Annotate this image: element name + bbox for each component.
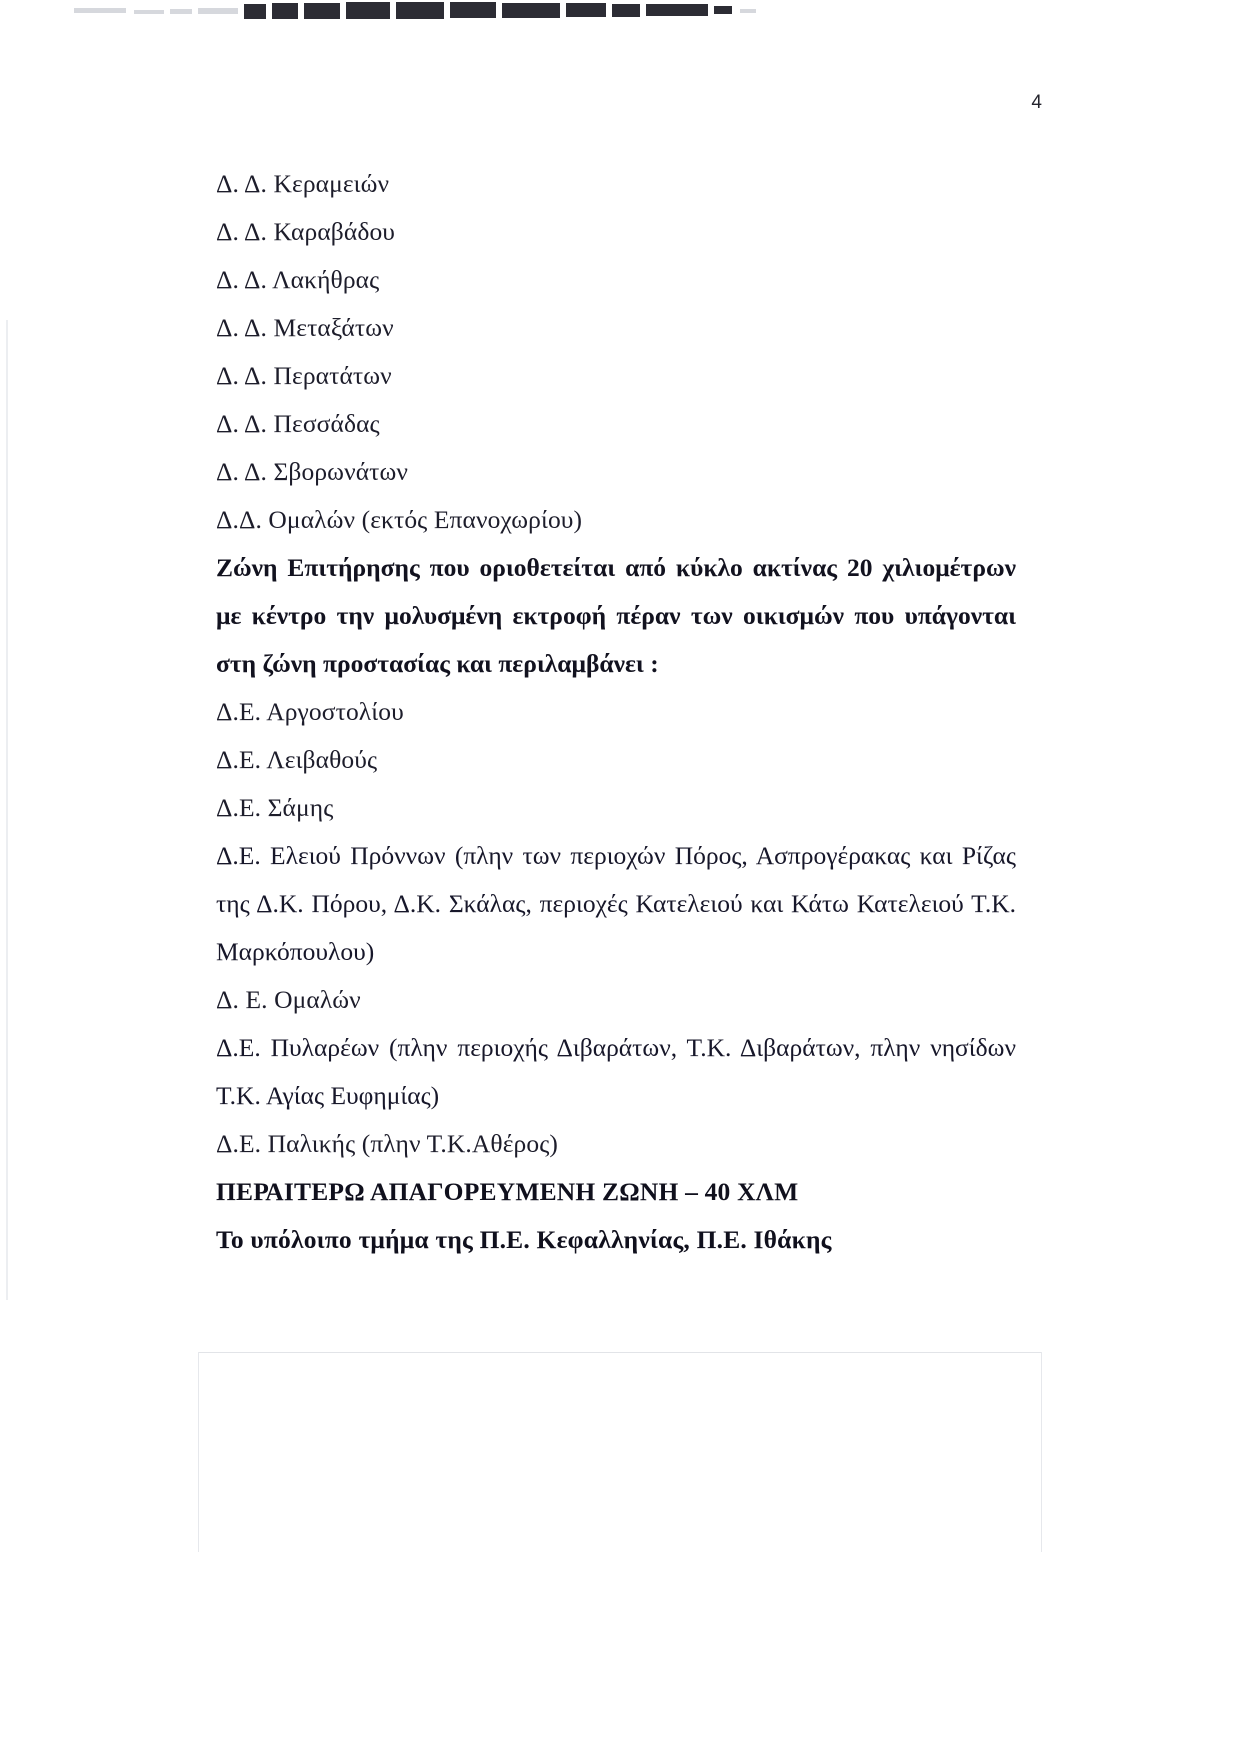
further-prohibited-zone-text: Το υπόλοιπο τμήμα της Π.Ε. Κεφαλληνίας, Π.Ε. Ιθάκης [216,1225,832,1254]
document-body [216,160,1016,1264]
list-item: Δ.Δ. Ομαλών (εκτός Επανοχωρίου) [216,505,583,534]
list-item: Δ.Ε. Λειβαθούς [216,745,378,774]
scan-artifact-left-edge [6,320,8,1300]
omalon-line: Δ. Ε. Ομαλών [216,985,361,1014]
list-item: Δ. Δ. Σβορωνάτων [216,457,409,486]
scan-artifact-top-band [0,0,1238,26]
further-prohibited-zone-heading: ΠΕΡΑΙΤΕΡΩ ΑΠΑΓΟΡΕΥΜΕΝΗ ΖΩΝΗ – 40 ΧΛΜ [216,1177,799,1206]
surveillance-zone-paragraph: Ζώνη Επιτήρησης που οριοθετείται από κύκλο ακτίνας 20 χιλιομέτρων με κέντρο την μολυσμένη εκτροφή πέραν των οικισμών που υπάγονται στη ζώνη προστασίας και περιλαμβάνει : [216,553,1016,678]
scan-artifact-rule-right [1041,1352,1042,1552]
palikis-line: Δ.Ε. Παλικής (πλην Τ.Κ.Αθέρος) [216,1129,558,1158]
elios-pronnon-paragraph: Δ.Ε. Ελειού Πρόννων (πλην των περιοχών Πόρος, Ασπρογέρακας και Ρίζας της Δ.Κ. Πόρου, Δ.Κ. Σκάλας, περιοχές Κατελειού και Κάτω Κατελειού Τ.Κ. Μαρκόπουλου) [216,841,1016,966]
list-item: Δ. Δ. Μεταξάτων [216,313,394,342]
pylareon-paragraph: Δ.Ε. Πυλαρέων (πλην περιοχής Διβαράτων, Τ.Κ. Διβαράτων, πλην νησίδων Τ.Κ. Αγίας Ευφημίας) [216,1033,1016,1110]
list-item: Δ.Ε. Σάμης [216,793,334,822]
list-item: Δ. Δ. Πεσσάδας [216,409,380,438]
scan-artifact-rule-left [198,1352,199,1552]
scan-artifact-rule-top [198,1352,1042,1353]
page-number: 4 [1031,92,1042,113]
list-item: Δ. Δ. Κεραμειών [216,169,390,198]
list-item: Δ. Δ. Περατάτων [216,361,392,390]
list-item: Δ. Δ. Λακήθρας [216,265,380,294]
list-item: Δ. Δ. Καραβάδου [216,217,396,246]
list-item: Δ.Ε. Αργοστολίου [216,697,404,726]
